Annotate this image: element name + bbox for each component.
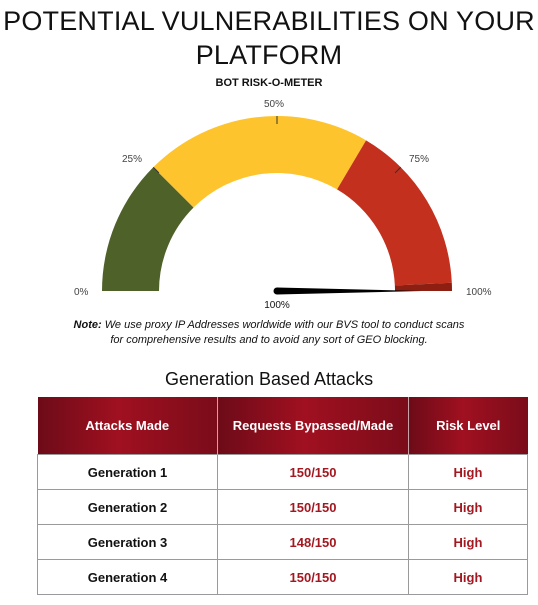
cell-risk: High — [409, 525, 528, 560]
cell-risk: High — [409, 490, 528, 525]
gauge-needle-pivot — [274, 288, 281, 295]
header-risk-level: Risk Level — [409, 397, 528, 455]
cell-requests: 150/150 — [218, 560, 409, 595]
gauge-label-100: 100% — [466, 287, 492, 298]
note-line2: for comprehensive results and to avoid any sort of GEO blocking. — [110, 334, 428, 346]
risk-gauge — [0, 90, 538, 312]
gauge-segment-high — [337, 140, 452, 285]
cell-requests: 148/150 — [218, 525, 409, 560]
table-row — [38, 525, 528, 560]
attacks-section-title: Generation Based Attacks — [164, 369, 374, 389]
attacks-header-row — [38, 397, 528, 455]
cell-risk: High — [409, 455, 528, 490]
header-requests: Requests Bypassed/Made — [218, 397, 409, 455]
gauge-title: BOT RISK-O-METER — [215, 77, 323, 89]
cell-risk: High — [409, 560, 528, 595]
cell-generation: Generation 2 — [38, 490, 218, 525]
page-title-line2: PLATFORM — [195, 40, 343, 70]
page-title-line1: POTENTIAL VULNERABILITIES ON YOUR — [3, 6, 535, 36]
table-row — [38, 455, 528, 490]
table-row — [38, 560, 528, 595]
note-label: Note: — [73, 319, 102, 331]
table-row — [38, 490, 528, 525]
cell-generation: Generation 1 — [38, 455, 218, 490]
gauge-segment-medium — [153, 116, 366, 208]
header-attacks-made: Attacks Made — [38, 397, 218, 455]
cell-requests: 150/150 — [218, 490, 409, 525]
gauge-value-label: 100% — [264, 300, 290, 311]
cell-generation: Generation 3 — [38, 525, 218, 560]
cell-generation: Generation 4 — [38, 560, 218, 595]
note-text — [40, 318, 498, 348]
attacks-table — [37, 397, 528, 595]
gauge-label-50: 50% — [264, 99, 285, 110]
page-title — [0, 4, 538, 72]
gauge-label-0: 0% — [74, 287, 89, 298]
cell-requests: 150/150 — [218, 455, 409, 490]
gauge-label-25: 25% — [122, 154, 143, 165]
gauge-label-75: 75% — [409, 154, 430, 165]
note-line1: We use proxy IP Addresses worldwide with our BVS tool to conduct scans — [104, 319, 465, 331]
